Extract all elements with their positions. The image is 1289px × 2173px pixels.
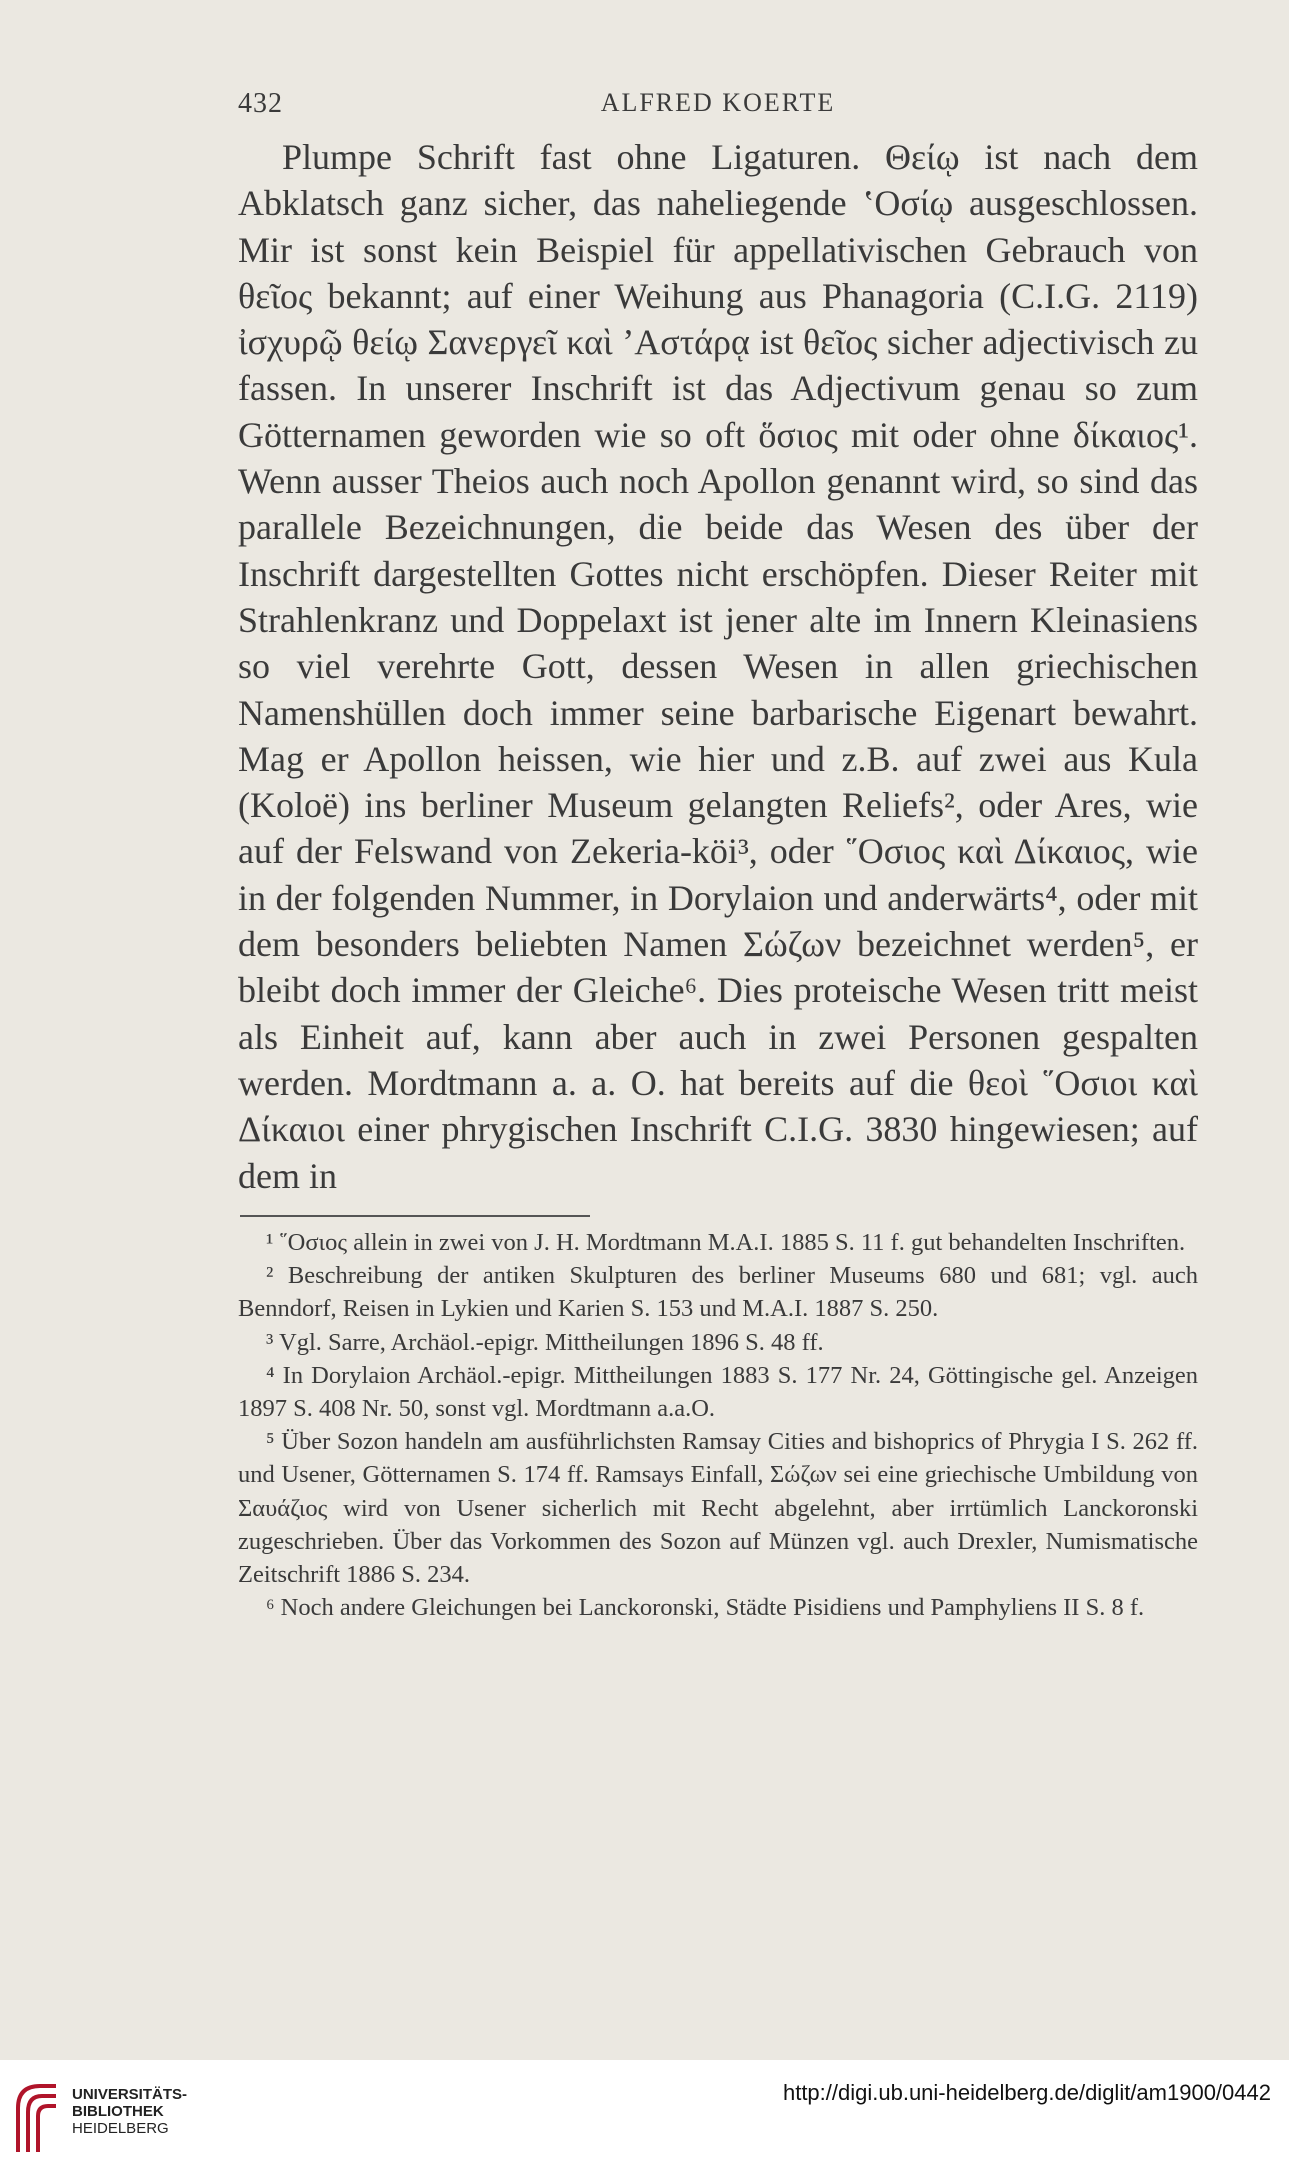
body-text: Plumpe Schrift fast ohne Ligaturen. Θείῳ ist nach dem Abklatsch ganz sicher, das naheliegende ʽΟσίῳ ausgeschlossen. Mir ist sonst kein Beispiel für appellativischen Gebrauch von θεῖος bekannt; auf einer Weihung aus Phanagoria (C.I.G. 2119) ἰσχυρῷ θείῳ Σανεργεῖ καὶ ʼΑστάρᾳ ist θεῖος sicher adjectivisch zu fassen. In unserer Inschrift ist das Adjectivum genau so zum Götternamen geworden wie so oft ὅσιος mit oder ohne δίκαιος¹. Wenn ausser Theios auch noch Apollon genannt wird, so sind das parallele Bezeichnungen, die beide das Wesen des über der Inschrift dargestellten Gottes nicht erschöpfen. Dieser Reiter mit Strahlenkranz und Doppelaxt ist jener alte im Innern Kleinasiens so viel verehrte Gott, dessen Wesen in allen griechischen Namenshüllen doch immer seine barbarische Eigenart bewahrt. Mag er Apollon heissen, wie hier und z.B. auf zwei aus Kula (Koloë) ins berliner Museum gelangten Reliefs², oder Ares, wie auf der Felswand von Zekeria-köi³, oder ῞Οσιος καὶ Δίκαιος, wie in der folgenden Nummer, in Dorylaion und anderwärts⁴, oder mit dem besonders beliebten Namen Σώζων bezeichnet werden⁵, er bleibt doch immer der Gleiche⁶. Dies proteische Wesen tritt meist als Einheit auf, kann aber auch in zwei Personen gespalten werden. Mordtmann a. a. O. hat bereits auf die θεοὶ ῞Οσιοι καὶ Δίκαιοι einer phrygischen Inschrift C.I.G. 3830 hingewiesen; auf dem in: [238, 137, 1198, 1196]
institution-name: [72, 2086, 187, 2137]
institution-line-3: HEIDELBERG: [72, 2120, 169, 2137]
footnote-1: ¹ ῞Οσιος allein in zwei von J. H. Mordtmann M.A.I. 1885 S. 11 f. gut behandelten Inschriften.: [266, 1229, 1186, 1256]
institution-line-1: UNIVERSITÄTS-: [72, 2086, 188, 2103]
footnote-5: ⁵ Über Sozon handeln am ausführlichsten Ramsay Cities and bishoprics of Phrygia I S. 262 ff. und Usener, Götternamen S. 174 ff. Ramsays Einfall, Σώζων sei eine griechische Umbildung von Σαυάζιος wird von Usener sicherlich mit Recht abgelehnt, aber irrtümlich Lanckoronski zugeschrieben. Über das Vorkommen des Sozon auf Münzen vgl. auch Drexler, Numismatische Zeitschrift 1886 S. 234.: [238, 1428, 1198, 1589]
page-number: 432: [238, 88, 283, 119]
footnote-3: ³ Vgl. Sarre, Archäol.-epigr. Mittheilungen 1896 S. 48 ff.: [266, 1328, 824, 1356]
permalink-url[interactable]: http://digi.ub.uni-heidelberg.de/diglit/am1900/0442: [782, 2080, 1271, 2105]
footnote-4: ⁴ In Dorylaion Archäol.-epigr. Mittheilungen 1883 S. 177 Nr. 24, Göttingische gel. Anzeigen 1897 S. 408 Nr. 50, sonst vgl. Mordtmann a.a.O.: [238, 1361, 1198, 1423]
institution-line-2: BIBLIOTHEK: [72, 2103, 164, 2120]
footnotes: [238, 1226, 1198, 1624]
footnote-2: ² Beschreibung der antiken Skulpturen des berliner Museums 680 und 681; vgl. auch Benndorf, Reisen in Lykien und Karien S. 153 und M.A.I. 1887 S. 250.: [238, 1262, 1198, 1323]
footnote-6: ⁶ Noch andere Gleichungen bei Lanckoronski, Städte Pisidiens und Pamphyliens II S. 8 f.: [266, 1594, 1145, 1622]
library-logo-icon: [12, 2078, 62, 2158]
footnote-separator: [240, 1215, 590, 1217]
page-header: [238, 88, 1198, 124]
viewer-footer: [0, 2060, 1289, 2173]
running-head: ALFRED KOERTE: [600, 88, 836, 117]
